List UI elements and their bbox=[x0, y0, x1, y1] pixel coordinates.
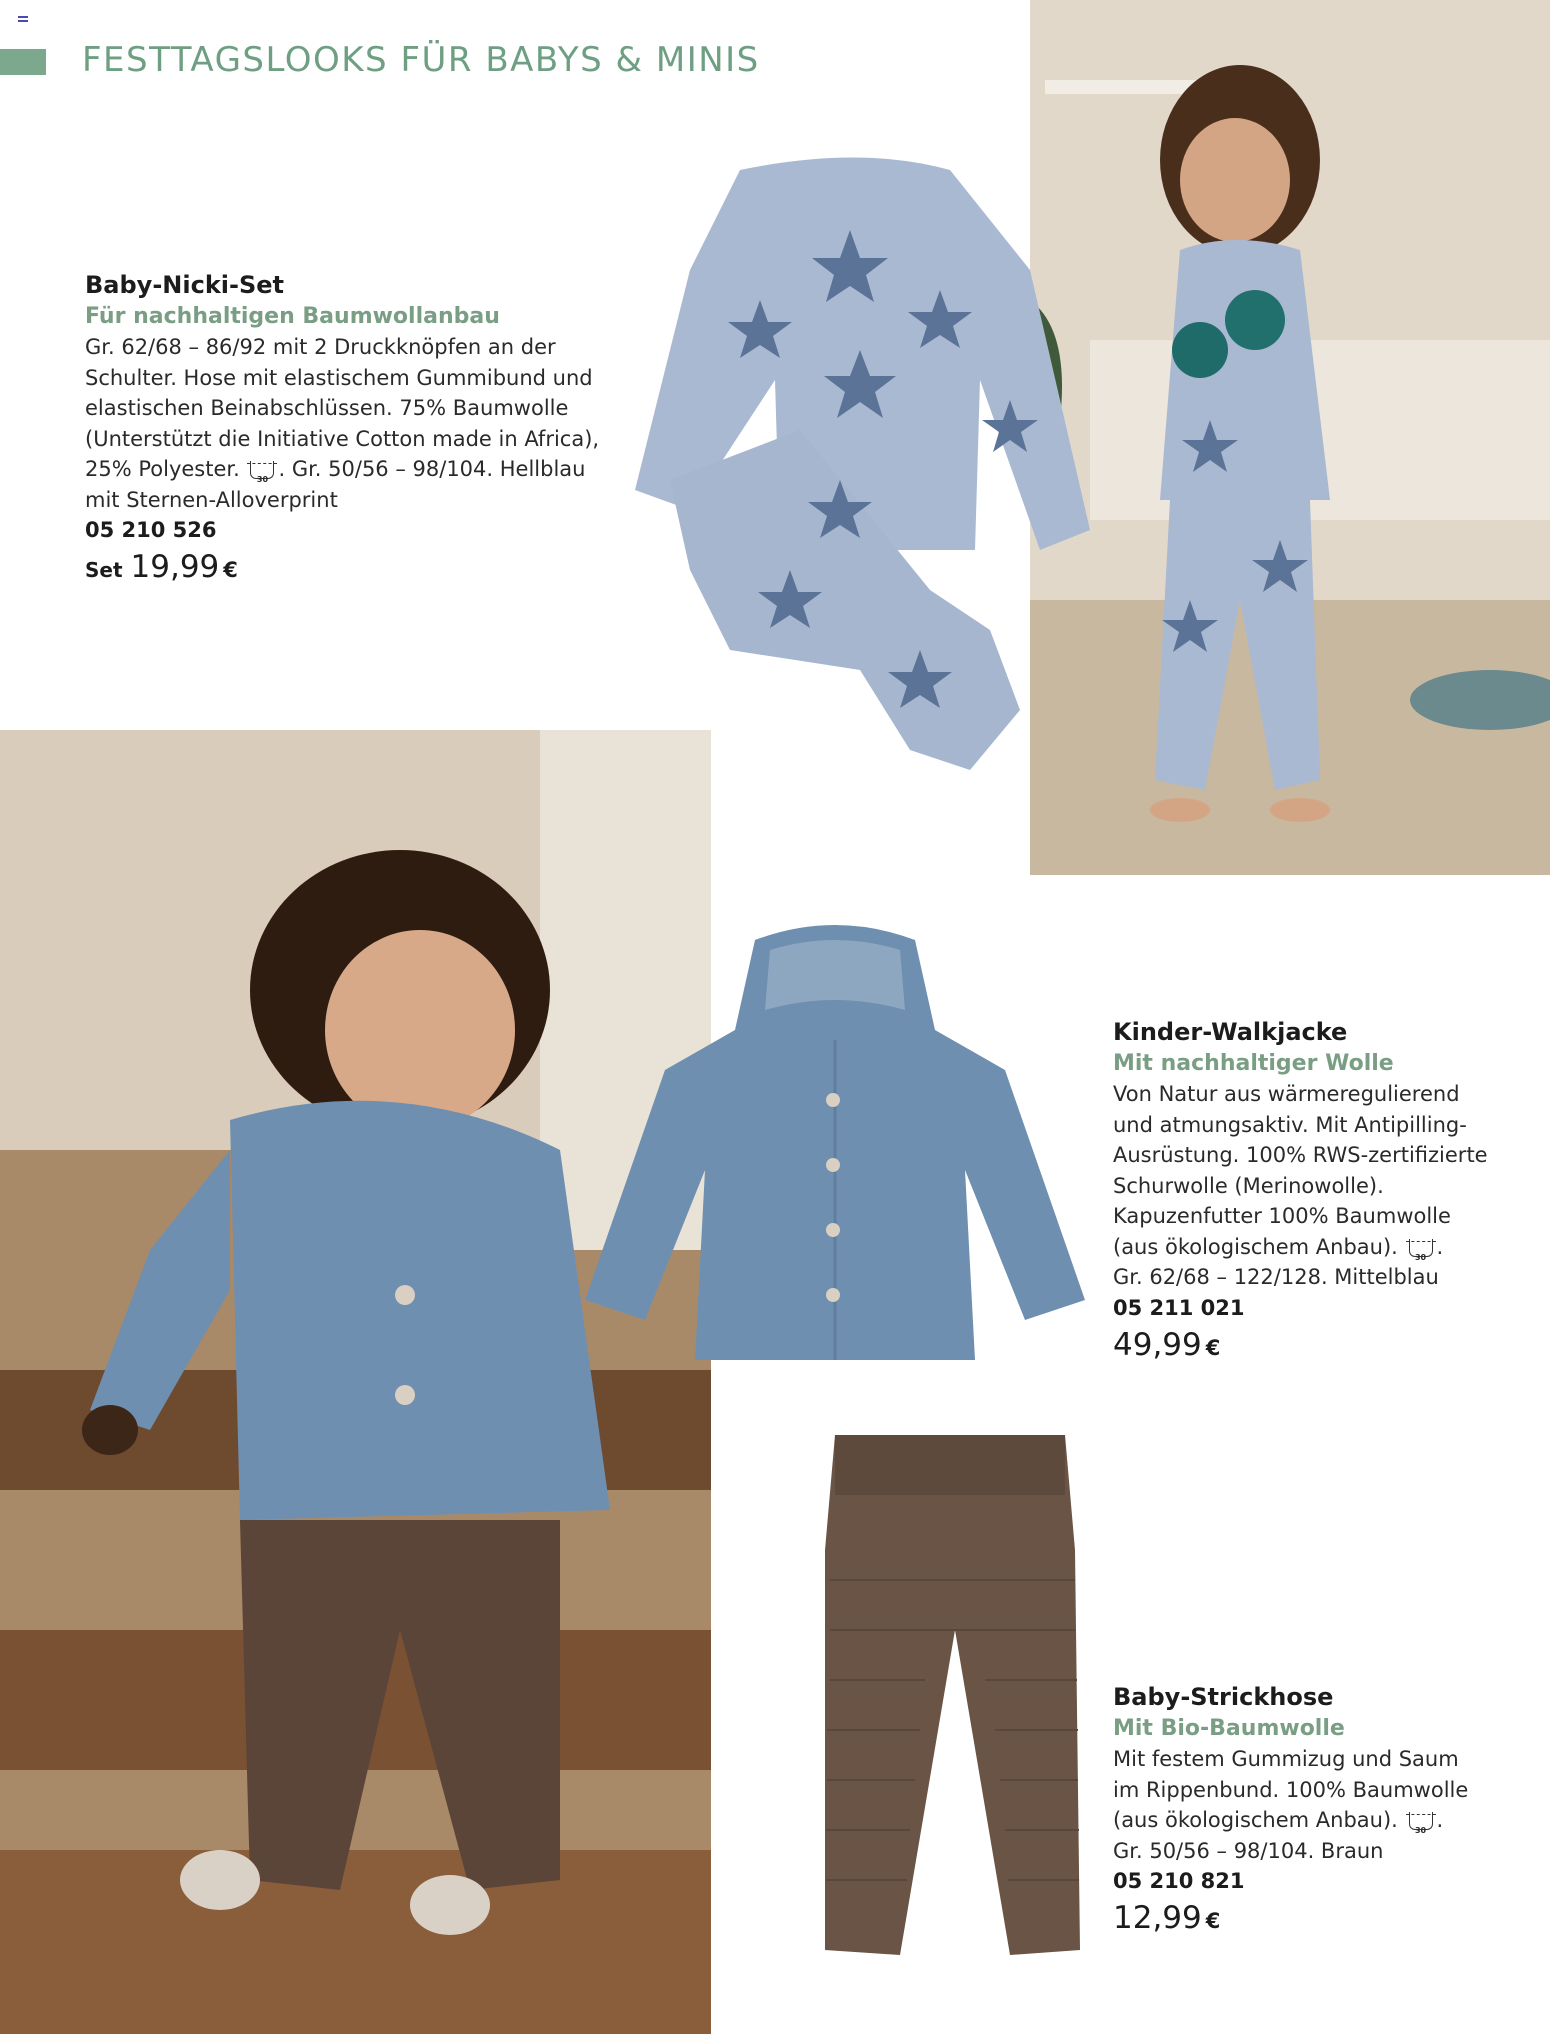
product-description-line: elastischen Beinabschlüssen. 75% Baumwolle bbox=[85, 396, 569, 420]
star-print-set-image bbox=[630, 150, 1090, 780]
wash-30-icon bbox=[250, 461, 274, 484]
price-value: 12,99 bbox=[1113, 1900, 1202, 1936]
product-description-line: Von Natur aus wärmeregulierend bbox=[1113, 1082, 1460, 1106]
page-title: FESTTAGSLOOKS FÜR BABYS & MINIS bbox=[82, 40, 760, 80]
product-price bbox=[1113, 1896, 1468, 1943]
article-number: 05 211 021 bbox=[1113, 1295, 1245, 1320]
currency-symbol: € bbox=[223, 558, 238, 582]
product-description-line bbox=[85, 454, 599, 485]
accent-bar bbox=[0, 49, 46, 75]
price-prefix: Set bbox=[85, 558, 123, 582]
wash-30-icon bbox=[1409, 1239, 1433, 1262]
product-subtitle: Für nachhaltigen Baumwollanbau bbox=[85, 304, 500, 329]
product-description-line: (Unterstützt die Initiative Cotton made in Africa), bbox=[85, 426, 600, 451]
wash-temperature: 30 bbox=[1414, 1252, 1427, 1262]
product-description-line: im Rippenbund. 100% Baumwolle bbox=[1113, 1777, 1469, 1802]
wash-30-icon bbox=[1409, 1812, 1433, 1835]
product-description-line: Gr. 50/56 – 98/104. Braun bbox=[1113, 1838, 1384, 1863]
product-description-line: Gr. 62/68 – 122/128. Mittelblau bbox=[1113, 1265, 1439, 1289]
toddler-star-set-photo bbox=[1030, 0, 1550, 875]
article-number: 05 210 526 bbox=[85, 518, 217, 542]
description-text: (aus ökologischem Anbau). bbox=[1113, 1234, 1398, 1259]
product-subtitle: Mit Bio-Baumwolle bbox=[1113, 1716, 1345, 1741]
product-name: Baby-Nicki-Set bbox=[85, 271, 284, 299]
product-name: Kinder-Walkjacke bbox=[1113, 1018, 1348, 1046]
description-text: 25% Polyester. bbox=[85, 457, 240, 481]
product-description-line: und atmungsaktiv. Mit Antipilling- bbox=[1113, 1112, 1467, 1137]
price-value: 19,99 bbox=[130, 549, 220, 585]
article-number: 05 210 821 bbox=[1113, 1869, 1245, 1893]
description-text: (aus ökologischem Anbau). bbox=[1113, 1808, 1398, 1832]
product-price bbox=[1113, 1323, 1488, 1370]
product-kinder-walkjacke bbox=[1113, 1017, 1488, 1370]
wash-temperature: 30 bbox=[1414, 1826, 1427, 1835]
knit-pants-image bbox=[815, 1430, 1085, 1960]
product-baby-nicki-set bbox=[85, 270, 599, 592]
description-text: . bbox=[1436, 1808, 1444, 1832]
product-description-line: Gr. 62/68 – 86/92 mit 2 Druckknöpfen an der bbox=[85, 335, 556, 359]
product-description-line bbox=[1113, 1805, 1468, 1836]
product-baby-strickhose bbox=[1113, 1682, 1468, 1943]
description-text: . bbox=[1436, 1234, 1444, 1259]
wash-temperature: 30 bbox=[256, 475, 269, 484]
hooded-jacket-image bbox=[585, 920, 1085, 1360]
product-description-line: mit Sternen-Alloverprint bbox=[85, 487, 338, 512]
product-subtitle: Mit nachhaltiger Wolle bbox=[1113, 1051, 1394, 1076]
product-name: Baby-Strickhose bbox=[1113, 1683, 1334, 1711]
product-description-line: Kapuzenfutter 100% Baumwolle bbox=[1113, 1204, 1451, 1228]
price-value: 49,99 bbox=[1113, 1326, 1202, 1363]
menu-mark-icon bbox=[18, 16, 28, 24]
product-description-line bbox=[1113, 1232, 1488, 1263]
currency-symbol: € bbox=[1205, 1909, 1221, 1933]
description-text: . Gr. 50/56 – 98/104. Hellblau bbox=[278, 457, 586, 481]
product-price bbox=[85, 545, 599, 592]
product-description-line: Schulter. Hose mit elastischem Gummibund und bbox=[85, 365, 593, 390]
product-description-line: Schurwolle (Merinowolle). bbox=[1113, 1173, 1384, 1198]
product-description-line: Mit festem Gummizug und Saum bbox=[1113, 1747, 1459, 1771]
product-description-line: Ausrüstung. 100% RWS-zertifizierte bbox=[1113, 1143, 1488, 1167]
currency-symbol: € bbox=[1205, 1335, 1221, 1360]
